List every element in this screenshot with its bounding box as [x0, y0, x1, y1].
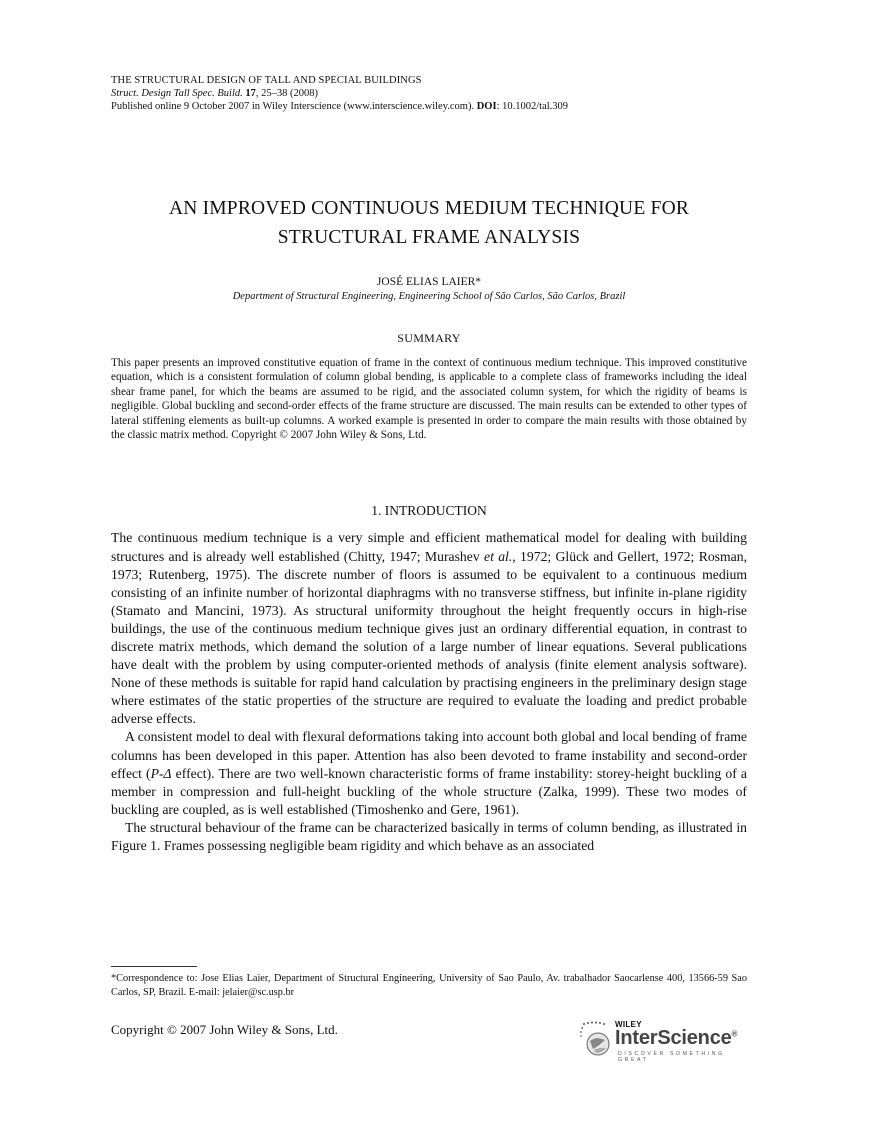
summary-paragraph: This paper presents an improved constitutive equation of frame in the context of continuous medium technique. This improved constitutive equation, which is a consistent formulation of column global bending, is applicable to a complete class of frameworks including the ideal shear frame panel, for which the beams are assumed to be rigid, and the associated column system, for which the rigidity of beams is negligible. Global buckling and second-order effects of the frame structure are discussed. The main results can be extended to other types of lateral stiffening elements as built-up columns. A worked example is presented in order to compare the main results with those obtained by the classic matrix method. Copyright © 2007 John Wiley & Sons, Ltd. [111, 357, 747, 442]
citation-line [111, 87, 747, 100]
wiley-interscience-logo [578, 1018, 748, 1063]
title-line-2: STRUCTURAL FRAME ANALYSIS [277, 227, 581, 248]
intro-p1-etal: et al. [484, 548, 513, 564]
volume-number: 17 [245, 88, 256, 99]
intro-p2-pdelta: P-Δ [150, 765, 172, 781]
correspondence-footnote: *Correspondence to: Jose Elias Laier, Department of Structural Engineering, University of Sao Paulo, Av. trabalhador Saocarlense 400, 13566-59 Sao Carlos, SP, Brazil. E-mail: jelaier@sc.usp.br [111, 973, 747, 998]
logo-tagline: DISCOVER SOMETHING GREAT [618, 1051, 725, 1063]
doi-label: DOI [476, 101, 497, 112]
registered-mark: ® [731, 1029, 738, 1039]
summary-heading: SUMMARY [397, 331, 461, 345]
intro-p1-part-a: The continuous medium technique is a very simple and efficient mathematical model for dealing with building structures and is already well established (Chitty, 1947; Murashev [111, 530, 747, 564]
journal-name: THE STRUCTURAL DESIGN OF TALL AND SPECIAL BUILDINGS [111, 75, 422, 86]
doi-value: : 10.1002/tal.309 [496, 101, 569, 112]
intro-paragraph-1 [111, 529, 747, 728]
title-line-1: AN IMPROVED CONTINUOUS MEDIUM TECHNIQUE FOR [168, 198, 690, 219]
author-affiliation: Department of Structural Engineering, Engineering School of São Carlos, São Carlos, Brazil [232, 291, 626, 302]
interscience-wordmark [615, 1027, 737, 1050]
publication-line [111, 100, 747, 113]
section-heading-introduction: 1. INTRODUCTION [371, 503, 487, 519]
intro-paragraph-3: The structural behaviour of the frame can be characterized basically in terms of column bending, as illustrated in Figure 1. Frames possessing negligible beam rigidity and which behave as an associated [111, 819, 747, 854]
intro-p2-part-a: A consistent model to deal with flexural deformations taking into account both global and local bending of frame columns has been developed in this paper. Attention has also been devoted to frame instability and second-order effect ( [111, 729, 747, 781]
paper-title [111, 194, 747, 252]
globe-icon [578, 1020, 614, 1058]
footnote-rule [111, 966, 197, 967]
intro-p2-part-b: effect). There are two well-known characteristic forms of frame instability: storey-height buckling of a member in compression and full-height buckling of the whole structure (Zalka, 1999). These two modes of buckling are coupled, as is well established (Timoshenko and Gere, 1961). [111, 765, 747, 817]
author-name: JOSÉ ELIAS LAIER* [376, 276, 482, 288]
journal-header [111, 74, 747, 113]
wiley-wordmark: WILEY [615, 1020, 642, 1029]
introduction-body [111, 529, 747, 855]
published-online: Published online 9 October 2007 in Wiley Interscience (www.interscience.wiley.com). [111, 101, 477, 112]
intro-paragraph-2 [111, 728, 747, 818]
summary-text [111, 356, 747, 442]
copyright-notice: Copyright © 2007 John Wiley & Sons, Ltd. [111, 1022, 338, 1037]
brand-name: InterScience [615, 1027, 732, 1049]
page-range: , 25–38 (2008) [255, 88, 318, 99]
journal-abbrev: Struct. Design Tall Spec. Build. [111, 88, 243, 99]
paper-page [111, 74, 747, 855]
intro-p1-part-b: , 1972; Glück and Gellert, 1972; Rosman, 1973; Rutenberg, 1975). The discrete number of floors is assumed to be equivalent to a continuous medium consisting of an infinite number of horizontal diaphragms with no transverse stiffness, but infinite in-plane rigidity (Stamato and Mancini, 1973). As structural uniformity throughout the height frequently occurs in high-rise buildings, the use of the continuous medium technique gives just an ordinary differential equation, in contrast to discrete matrix methods, which demand the solution of a large number of linear equations. Several publications have dealt with the problem by using computer-oriented methods of analysis (finite element analysis software). None of these methods is suitable for rapid hand calculation by practising engineers in the preliminary design stage where estimates of the static properties of the structure are required to evaluate the loading and predict probable adverse effects. [111, 548, 747, 727]
